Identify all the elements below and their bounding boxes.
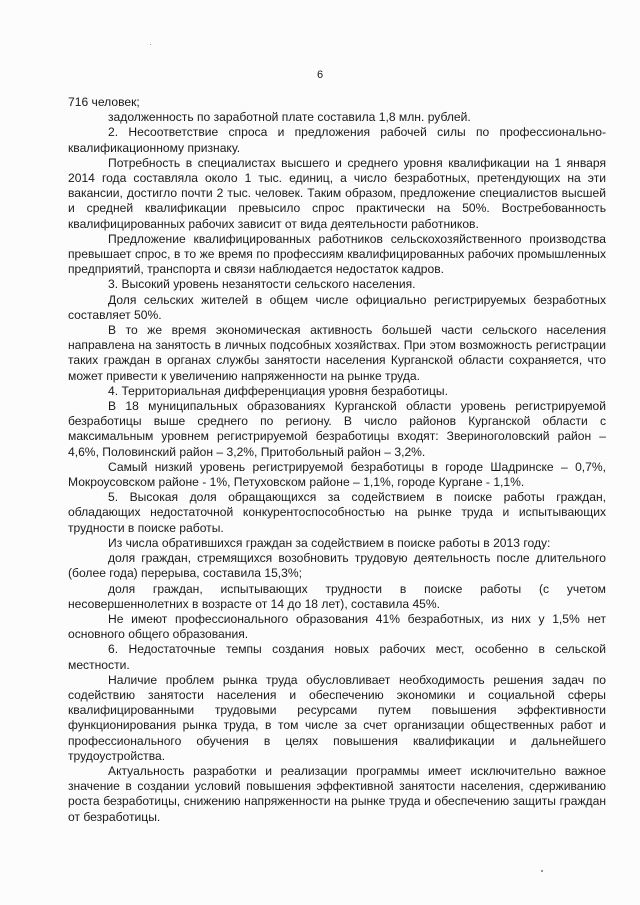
paragraph: 3. Высокий уровень незанятости сельского населения. [108, 277, 416, 292]
paragraph: Наличие проблем рынка труда обусловливает необходимость решения задач по содействию занятости населения и обеспечению экономики и социальной сферы квалифицированными трудовыми ресурсами путем повышения эффективности функционирования рынка труда, в том числе за счет организации общественных работ и профессионального обучения в целях повышения квалификации и дальнейшего трудоустройства. [68, 672, 606, 763]
paragraph: Доля сельских жителей в общем числе официально регистрируемых безработных составляет 50%. [68, 292, 606, 322]
paragraph: В 18 муниципальных образованиях Курганской области уровень регистрируемой безработицы выше среднего по региону. В число районов Курганской области с максимальным уровнем регистрируемой безработицы входят: Звериноголовский район – 4,6%, Половинский район – 3,2%, Притобольный район – 3,2%. [68, 399, 606, 459]
document-body [68, 95, 606, 825]
scan-speck [541, 870, 543, 872]
paragraph: Потребность в специалистах высшего и среднего уровня квалификации на 1 января 2014 года составляла около 1 тыс. единиц, а число безработных, претендующих на эти вакансии, достигло почти 2 тыс. человек. Таким образом, предложение специалистов высшей и средней квалификации превысило спрос практически на 50%. Востребованность квалифицированных рабочих зависит от вида деятельности работников. [68, 155, 606, 231]
paragraph: 5. Высокая доля обращающихся за содействием в поиске работы граждан, обладающих недостаточной конкурентоспособностью на рынке труда и испытывающих трудности в поиске работы. [68, 490, 606, 535]
paragraph: 6. Недостаточные темпы создания новых рабочих мест, особенно в сельской местности. [68, 642, 606, 672]
paragraph: Предложение квалифицированных работников сельскохозяйственного производства превышает спрос, в то же время по профессиям квалифицированных рабочих промышленных предприятий, транспорта и связи наблюдается недостаток кадров. [68, 231, 606, 277]
paragraph: 716 человек; [68, 95, 140, 109]
paragraph: Актуальность разработки и реализации программы имеет исключительно важное значение в создании условий повышения эффективной занятости населения, сдерживанию роста безработицы, снижению напряженности на рынке труда и обеспечению защиты граждан от безработицы. [68, 763, 606, 824]
paragraph: доля граждан, стремящихся возобновить трудовую деятельность после длительного (более года) перерыва, составила 15,3%; [68, 551, 606, 581]
paragraph: Не имеют профессионального образования 41% безработных, из них у 1,5% нет основного общего образования. [68, 611, 606, 642]
paragraph: доля граждан, испытывающих трудности в поиске работы (с учетом несовершеннолетних в возрасте от 14 до 18 лет), составила 45%. [68, 581, 606, 611]
page-number: 6 [316, 69, 324, 81]
scan-speck [150, 44, 151, 45]
paragraph: Из числа обратившихся граждан за содействием в поиске работы в 2013 году: [108, 535, 551, 550]
paragraph: В то же время экономическая активность большей части сельского населения направлена на занятость в личных подсобных хозяйствах. При этом возможность регистрации таких граждан в органах службы занятости населения Курганской области сохраняется, что может привести к увеличению напряженности на рынке труда. [68, 323, 606, 383]
paragraph: 2. Несоответствие спроса и предложения рабочей силы по профессионально-квалификационному признаку. [68, 125, 606, 155]
paragraph: задолженность по заработной плате составила 1,8 млн. рублей. [108, 110, 471, 125]
paragraph: Самый низкий уровень регистрируемой безработицы в городе Шадринске – 0,7%, Мокроусовском районе - 1%, Петуховском районе – 1,1%, городе Кургане - 1,1%. [68, 459, 606, 490]
paragraph: 4. Территориальная дифференциация уровня безработицы. [108, 383, 448, 398]
